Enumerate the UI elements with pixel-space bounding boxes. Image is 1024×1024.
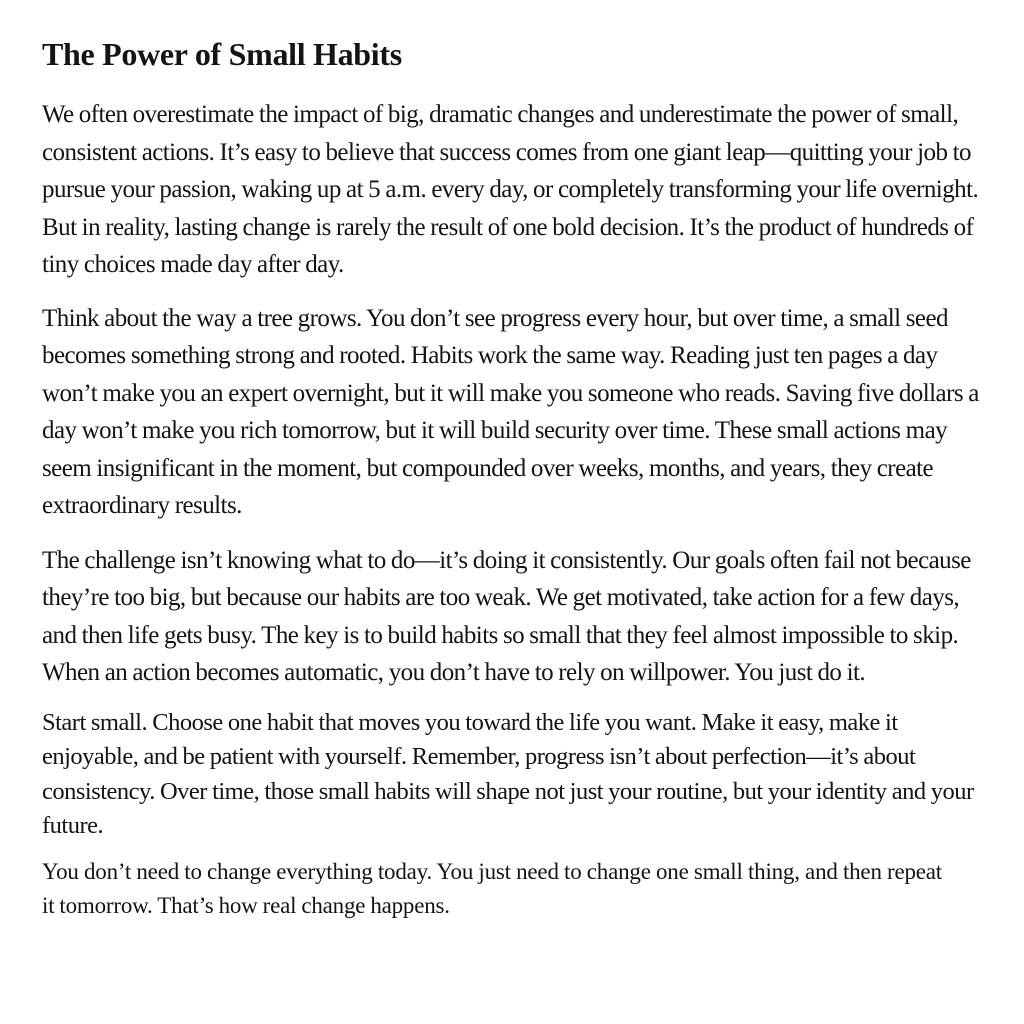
document-page bbox=[42, 28, 992, 939]
paragraph-3: The challenge isn’t knowing what to do—it’s doing it consistently. Our goals often fail not because they’re too big, but because our habits are too weak. We get motivated, take action for a few days, and then life gets busy. The key is to build habits so small that they feel almost impossible to skip. When an action becomes automatic, you don’t have to rely on willpower. You just do it. bbox=[42, 546, 971, 686]
paragraph-5: You don’t need to change everything today. You just need to change one small thing, and then repeat it tomorrow. That’s how real change happens. bbox=[42, 858, 942, 918]
paragraph-4: Start small. Choose one habit that moves you toward the life you want. Make it easy, make it enjoyable, and be patient with yourself. Remember, progress isn’t about perfection—it’s about consistency. Over time, those small habits will shape not just your routine, but your identity and your future. bbox=[42, 708, 974, 839]
paragraph-1: We often overestimate the impact of big, dramatic changes and underestimate the power of small, consistent actions. It’s easy to believe that success comes from one giant leap—quitting your job to pursue your passion, waking up at 5 a.m. every day, or completely transforming your life overnight. But in reality, lasting change is rarely the result of one bold decision. It’s the product of hundreds of tiny choices made day after day. bbox=[42, 101, 979, 278]
paragraph-2: Think about the way a tree grows. You don’t see progress every hour, but over time, a small seed becomes something strong and rooted. Habits work the same way. Reading just ten pages a day won’t make you an expert overnight, but it will make you someone who reads. Saving five dollars a day won’t make you rich tomorrow, but it will build security over time. These small actions may seem insignificant in the moment, but compounded over weeks, months, and years, they create extraordinary results. bbox=[42, 304, 979, 519]
page-title: The Power of Small Habits bbox=[42, 36, 402, 72]
